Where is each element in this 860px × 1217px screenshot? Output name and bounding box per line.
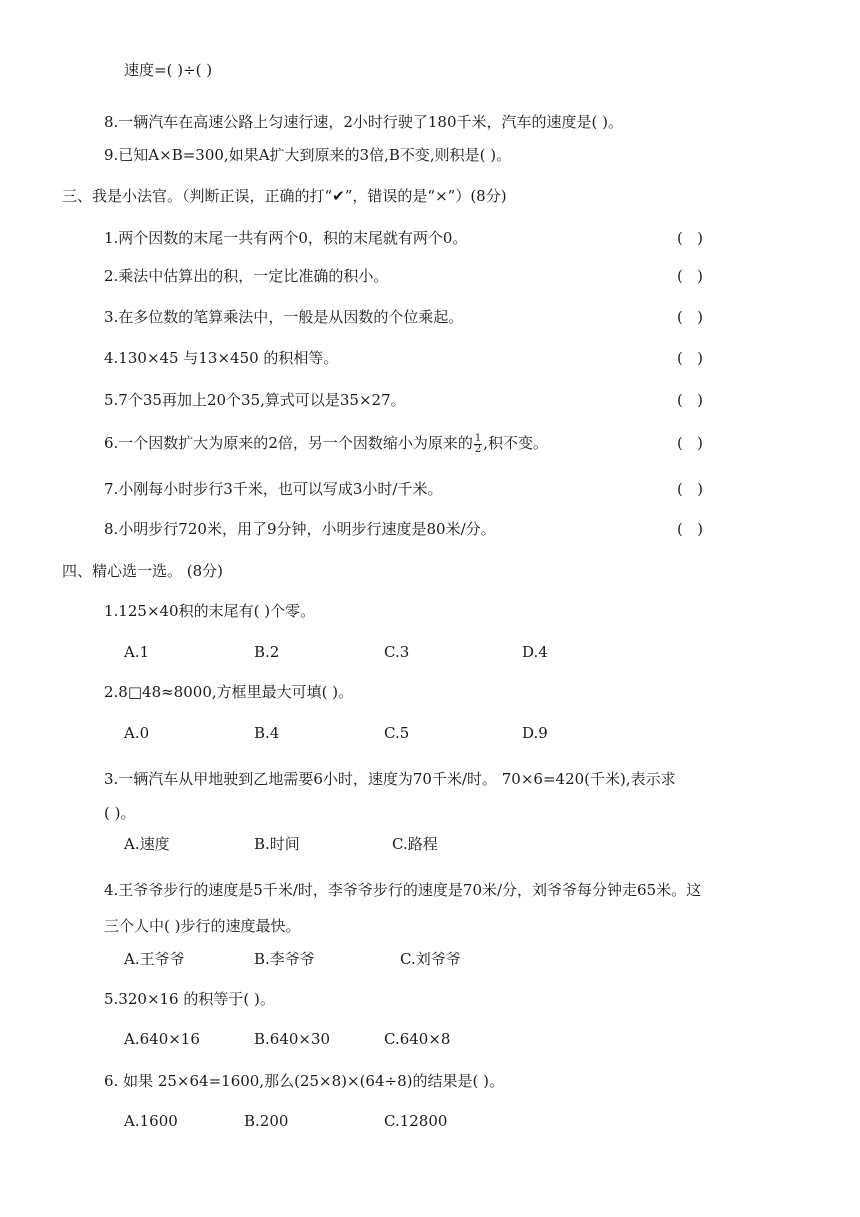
answer-paren-8[interactable]: ( ) xyxy=(677,520,704,538)
answer-paren-3[interactable]: ( ) xyxy=(677,308,704,326)
judge-item-2: 2.乘法中估算出的积，一定比准确的积小。 xyxy=(104,267,389,285)
choice-question-5: 5.320×16 的积等于( )。 xyxy=(104,990,275,1008)
answer-paren-7[interactable]: ( ) xyxy=(677,480,704,498)
judge-item-6-tail: ,积不变。 xyxy=(483,434,549,452)
choice-question-4-line-1: 4.王爷爷步行的速度是5千米/时，李爷爷步行的速度是70米/分，刘爷爷每分钟走65米。这 xyxy=(104,881,702,899)
option-c[interactable]: C.12800 xyxy=(384,1112,448,1130)
option-b[interactable]: B.时间 xyxy=(254,835,300,853)
option-a[interactable]: A.640×16 xyxy=(124,1030,200,1048)
option-d[interactable]: D.9 xyxy=(522,724,548,742)
judge-item-1: 1.两个因数的末尾一共有两个0，积的末尾就有两个0。 xyxy=(104,229,468,247)
choice-question-6: 6. 如果 25×64=1600,那么(25×8)×(64÷8)的结果是( )。 xyxy=(104,1072,504,1090)
judge-item-3: 3.在多位数的笔算乘法中，一般是从因数的个位乘起。 xyxy=(104,308,464,326)
option-c[interactable]: C.刘爷爷 xyxy=(400,950,461,968)
question-9: 9.已知A×B=300,如果A扩大到原来的3倍,B不变,则积是( )。 xyxy=(104,146,512,164)
fraction-numerator: 1 xyxy=(474,432,482,444)
fraction xyxy=(474,434,482,455)
option-d[interactable]: D.4 xyxy=(522,643,548,661)
choice-question-4-line-2: 三个人中( )步行的速度最快。 xyxy=(104,917,301,935)
option-a[interactable]: A.王爷爷 xyxy=(124,950,185,968)
judge-item-8: 8.小明步行720米，用了9分钟，小明步行速度是80米/分。 xyxy=(104,520,496,538)
judge-item-6 xyxy=(104,433,548,455)
option-b[interactable]: B.李爷爷 xyxy=(254,950,315,968)
option-b[interactable]: B.200 xyxy=(244,1112,289,1130)
option-a[interactable]: A.1 xyxy=(124,643,150,661)
choice-question-3-line-1: 3.一辆汽车从甲地驶到乙地需要6小时，速度为70千米/时。 70×6=420(千米),表示求 xyxy=(104,770,676,788)
answer-paren-6[interactable]: ( ) xyxy=(677,434,704,452)
option-b[interactable]: B.640×30 xyxy=(254,1030,331,1048)
choice-question-2: 2.8□48≈8000,方框里最大可填( )。 xyxy=(104,683,354,701)
option-a[interactable]: A.1600 xyxy=(124,1112,178,1130)
answer-paren-2[interactable]: ( ) xyxy=(677,267,704,285)
question-8: 8.一辆汽车在高速公路上匀速行速，2小时行驶了180千米，汽车的速度是( )。 xyxy=(104,113,623,131)
option-a[interactable]: A.0 xyxy=(124,724,150,742)
answer-paren-5[interactable]: ( ) xyxy=(677,391,704,409)
fraction-denominator: 2 xyxy=(474,443,482,455)
option-a[interactable]: A.速度 xyxy=(124,835,170,853)
judge-item-6-text: 6.一个因数扩大为原来的2倍，另一个因数缩小为原来的 xyxy=(104,434,473,452)
judge-item-5: 5.7个35再加上20个35,算式可以是35×27。 xyxy=(104,391,406,409)
option-c[interactable]: C.路程 xyxy=(392,835,438,853)
answer-paren-4[interactable]: ( ) xyxy=(677,349,704,367)
judge-item-4: 4.130×45 与13×450 的积相等。 xyxy=(104,349,339,367)
option-c[interactable]: C.3 xyxy=(384,643,410,661)
choice-question-3-line-2: ( )。 xyxy=(104,804,136,822)
choice-question-1: 1.125×40积的末尾有( )个零。 xyxy=(104,602,316,620)
speed-formula: 速度=( )÷( ) xyxy=(124,61,213,79)
option-b[interactable]: B.4 xyxy=(254,724,280,742)
judge-item-7: 7.小刚每小时步行3千米，也可以写成3小时/千米。 xyxy=(104,480,443,498)
option-b[interactable]: B.2 xyxy=(254,643,280,661)
option-c[interactable]: C.640×8 xyxy=(384,1030,451,1048)
section-3-heading: 三、我是小法官。（判断正误，正确的打“✔”，错误的是“×”）(8分) xyxy=(62,187,507,205)
option-c[interactable]: C.5 xyxy=(384,724,410,742)
section-4-heading: 四、精心选一选。 (8分) xyxy=(62,562,224,580)
answer-paren-1[interactable]: ( ) xyxy=(677,229,704,247)
